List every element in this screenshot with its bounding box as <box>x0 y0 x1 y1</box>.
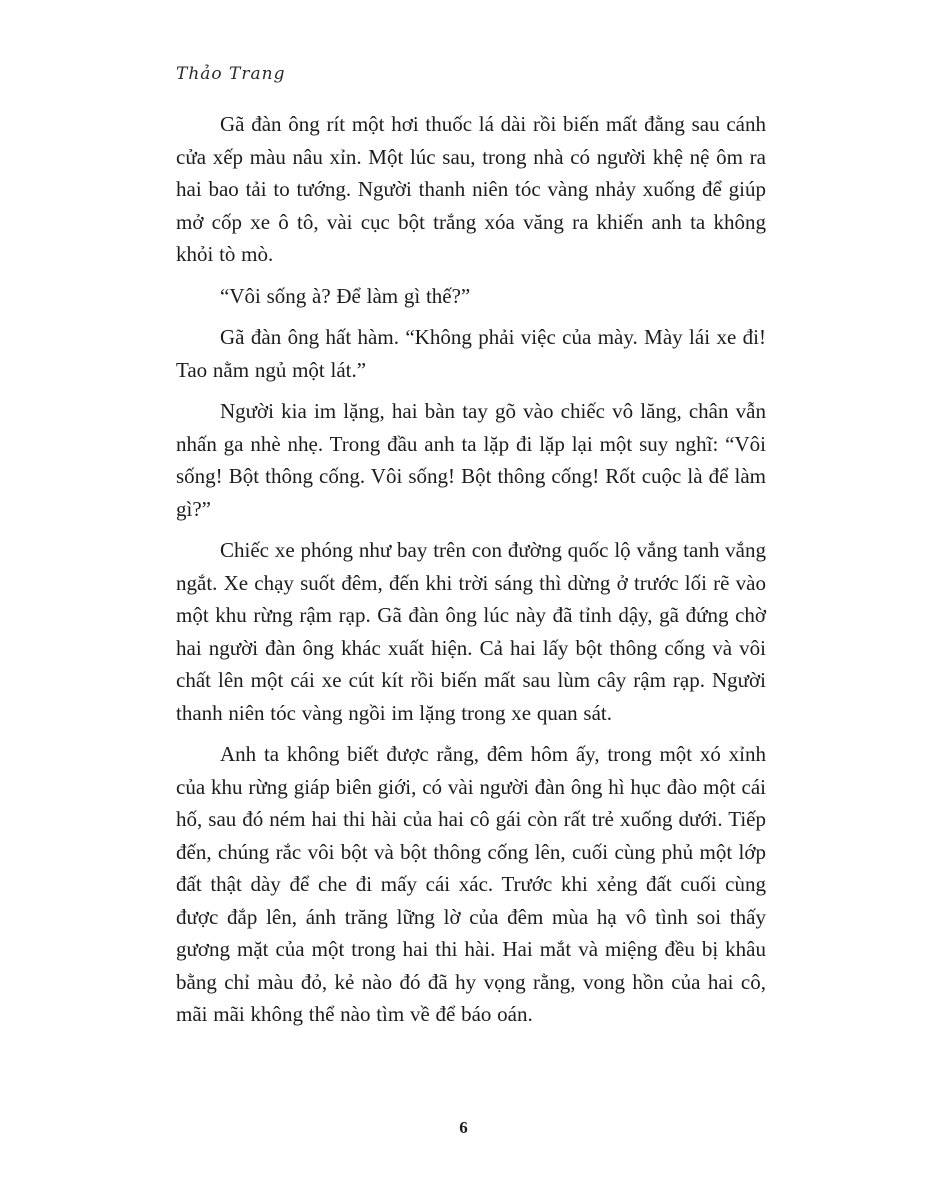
paragraph-dialogue: “Vôi sống à? Để làm gì thế?” <box>220 283 471 308</box>
paragraph: Người kia im lặng, hai bàn tay gõ vào chiếc vô lăng, chân vẫn nhấn ga nhè nhẹ. Trong đầu anh ta lặp đi lặp lại một suy nghĩ: “Vôi sống! Bột thông cống. Vôi sống! Bột thông cống! Rốt cuộc là để làm gì?” <box>176 399 766 521</box>
running-header-author: Thảo Trang <box>176 64 286 84</box>
page-body <box>176 108 766 1040</box>
paragraph: Anh ta không biết được rằng, đêm hôm ấy, trong một xó xỉnh của khu rừng giáp biên giới, có vài người đàn ông hì hục đào một cái hố, sau đó ném hai thi hài của hai cô gái còn rất trẻ xuống dưới. Tiếp đến, chúng rắc vôi bột và bột thông cống lên, cuối cùng phủ một lớp đất thật dày để che đi mấy cái xác. Trước khi xẻng đất cuối cùng được đắp lên, ánh trăng lững lờ của đêm mùa hạ vô tình soi thấy gương mặt của một trong hai thi hài. Hai mắt và miệng đều bị khâu bằng chỉ màu đỏ, kẻ nào đó đã hy vọng rằng, vong hồn của hai cô, mãi mãi không thể nào tìm về để báo oán. <box>176 742 766 1026</box>
paragraph-dialogue: Gã đàn ông hất hàm. “Không phải việc của mày. Mày lái xe đi! Tao nằm ngủ một lát.” <box>176 325 766 382</box>
page-number: 6 <box>459 1118 468 1137</box>
paragraph: Chiếc xe phóng như bay trên con đường quốc lộ vắng tanh vắng ngắt. Xe chạy suốt đêm, đến khi trời sáng thì dừng ở trước lối rẽ vào một khu rừng rậm rạp. Gã đàn ông lúc này đã tỉnh dậy, gã đứng chờ hai người đàn ông khác xuất hiện. Cả hai lấy bột thông cống và vôi chất lên một cái xe cút kít rồi biến mất sau lùm cây rậm rạp. Người thanh niên tóc vàng ngồi im lặng trong xe quan sát. <box>176 538 766 725</box>
paragraph: Gã đàn ông rít một hơi thuốc lá dài rồi biến mất đằng sau cánh cửa xếp màu nâu xỉn. Một lúc sau, trong nhà có người khệ nệ ôm ra hai bao tải to tướng. Người thanh niên tóc vàng nhảy xuống để giúp mở cốp xe ô tô, vài cục bột trắng xóa văng ra khiến anh ta không khỏi tò mò. <box>176 112 766 266</box>
